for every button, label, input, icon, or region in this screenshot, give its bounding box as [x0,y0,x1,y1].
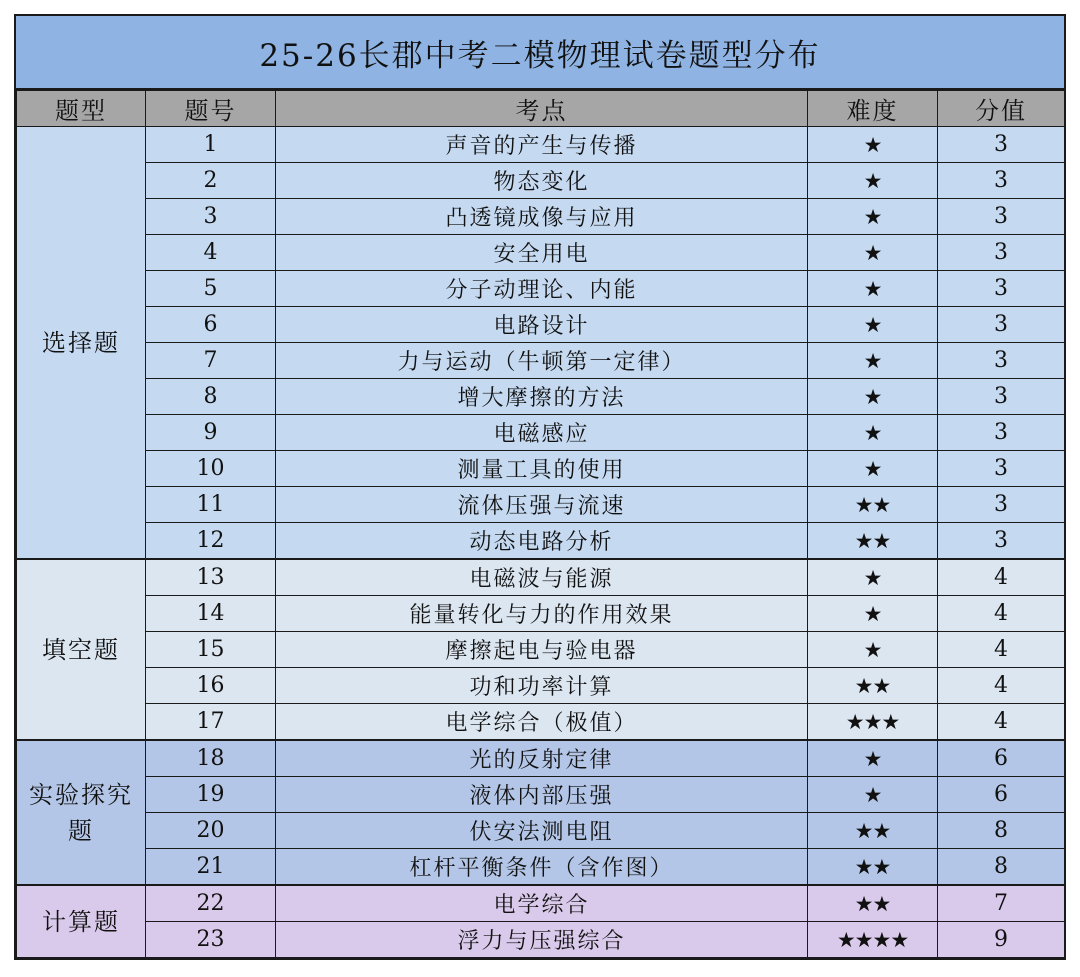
question-number: 13 [146,559,276,596]
score-cell: 3 [938,523,1065,560]
section-category [17,559,146,740]
score-cell: 4 [938,559,1065,596]
topic-cell: 能量转化与力的作用效果 [276,596,808,632]
topic-cell: 测量工具的使用 [276,451,808,487]
score-cell: 8 [938,813,1065,849]
distribution-table [16,90,1065,958]
difficulty-stars: ★★ [808,885,938,922]
difficulty-stars: ★ [808,415,938,451]
topic-cell: 摩擦起电与验电器 [276,632,808,668]
table-row [17,885,1065,922]
difficulty-stars: ★ [808,235,938,271]
question-number: 4 [146,235,276,271]
difficulty-stars: ★★★★ [808,922,938,958]
difficulty-stars: ★ [808,343,938,379]
difficulty-stars: ★ [808,740,938,777]
table-row [17,632,1065,668]
table-row [17,523,1065,560]
question-number: 21 [146,849,276,886]
question-number: 22 [146,885,276,922]
table-row [17,379,1065,415]
score-cell: 3 [938,163,1065,199]
table-row [17,343,1065,379]
score-cell: 3 [938,127,1065,163]
question-number: 2 [146,163,276,199]
score-cell: 4 [938,632,1065,668]
topic-cell: 浮力与压强综合 [276,922,808,958]
score-cell: 3 [938,487,1065,523]
topic-cell: 电学综合（极值） [276,704,808,741]
table-row [17,922,1065,958]
score-cell: 4 [938,596,1065,632]
topic-cell: 光的反射定律 [276,740,808,777]
difficulty-stars: ★ [808,596,938,632]
header-difficulty: 难度 [808,91,938,127]
score-cell: 4 [938,668,1065,704]
topic-cell: 安全用电 [276,235,808,271]
score-cell: 3 [938,235,1065,271]
question-number: 19 [146,777,276,813]
topic-cell: 电路设计 [276,307,808,343]
question-number: 11 [146,487,276,523]
difficulty-stars: ★ [808,451,938,487]
topic-cell: 液体内部压强 [276,777,808,813]
score-cell: 3 [938,271,1065,307]
topic-cell: 凸透镜成像与应用 [276,199,808,235]
topic-cell: 动态电路分析 [276,523,808,560]
question-number: 3 [146,199,276,235]
score-cell: 3 [938,415,1065,451]
topic-cell: 力与运动（牛顿第一定律） [276,343,808,379]
score-cell: 3 [938,451,1065,487]
score-cell: 4 [938,704,1065,741]
difficulty-stars: ★★★ [808,704,938,741]
difficulty-stars: ★★ [808,849,938,886]
question-number: 8 [146,379,276,415]
difficulty-stars: ★★ [808,523,938,560]
difficulty-stars: ★ [808,127,938,163]
difficulty-stars: ★★ [808,487,938,523]
table-row [17,307,1065,343]
score-cell: 7 [938,885,1065,922]
topic-cell: 流体压强与流速 [276,487,808,523]
difficulty-stars: ★ [808,271,938,307]
score-cell: 8 [938,849,1065,886]
table-row [17,487,1065,523]
question-number: 10 [146,451,276,487]
topic-cell: 物态变化 [276,163,808,199]
section-category-label: 选择题 [42,328,120,357]
header-score: 分值 [938,91,1065,127]
score-cell: 6 [938,777,1065,813]
score-cell: 9 [938,922,1065,958]
table-row [17,271,1065,307]
table-row [17,849,1065,886]
section-category-label: 题 [68,816,94,845]
distribution-sheet [14,14,1066,960]
header-number: 题号 [146,91,276,127]
section-category [17,885,146,958]
difficulty-stars: ★ [808,163,938,199]
topic-cell: 功和功率计算 [276,668,808,704]
section-category-label: 实验探究 [29,780,133,809]
section-category-label: 填空题 [42,635,120,664]
table-row [17,127,1065,163]
table-row [17,813,1065,849]
difficulty-stars: ★ [808,307,938,343]
table-body [17,127,1065,958]
difficulty-stars: ★ [808,379,938,415]
topic-cell: 分子动理论、内能 [276,271,808,307]
difficulty-stars: ★★ [808,668,938,704]
table-row [17,668,1065,704]
section-category [17,740,146,885]
table-row [17,740,1065,777]
topic-cell: 杠杆平衡条件（含作图） [276,849,808,886]
question-number: 6 [146,307,276,343]
section-category [17,127,146,560]
question-number: 14 [146,596,276,632]
difficulty-stars: ★★ [808,813,938,849]
topic-cell: 声音的产生与传播 [276,127,808,163]
header-topic: 考点 [276,91,808,127]
table-row [17,777,1065,813]
question-number: 23 [146,922,276,958]
table-row [17,235,1065,271]
score-cell: 3 [938,199,1065,235]
question-number: 15 [146,632,276,668]
topic-cell: 电磁波与能源 [276,559,808,596]
score-cell: 3 [938,343,1065,379]
table-row [17,559,1065,596]
difficulty-stars: ★ [808,559,938,596]
question-number: 12 [146,523,276,560]
question-number: 17 [146,704,276,741]
difficulty-stars: ★ [808,632,938,668]
table-row [17,163,1065,199]
table-row [17,199,1065,235]
table-row [17,704,1065,741]
question-number: 5 [146,271,276,307]
score-cell: 6 [938,740,1065,777]
section-category-label: 计算题 [42,907,120,936]
table-row [17,415,1065,451]
score-cell: 3 [938,307,1065,343]
header-type: 题型 [17,91,146,127]
question-number: 16 [146,668,276,704]
question-number: 9 [146,415,276,451]
table-row [17,451,1065,487]
table-row [17,596,1065,632]
score-cell: 3 [938,379,1065,415]
difficulty-stars: ★ [808,199,938,235]
topic-cell: 电学综合 [276,885,808,922]
question-number: 18 [146,740,276,777]
question-number: 7 [146,343,276,379]
difficulty-stars: ★ [808,777,938,813]
topic-cell: 伏安法测电阻 [276,813,808,849]
sheet-title: 25-26长郡中考二模物理试卷题型分布 [16,16,1064,90]
topic-cell: 增大摩擦的方法 [276,379,808,415]
topic-cell: 电磁感应 [276,415,808,451]
question-number: 1 [146,127,276,163]
question-number: 20 [146,813,276,849]
header-row [17,91,1065,127]
